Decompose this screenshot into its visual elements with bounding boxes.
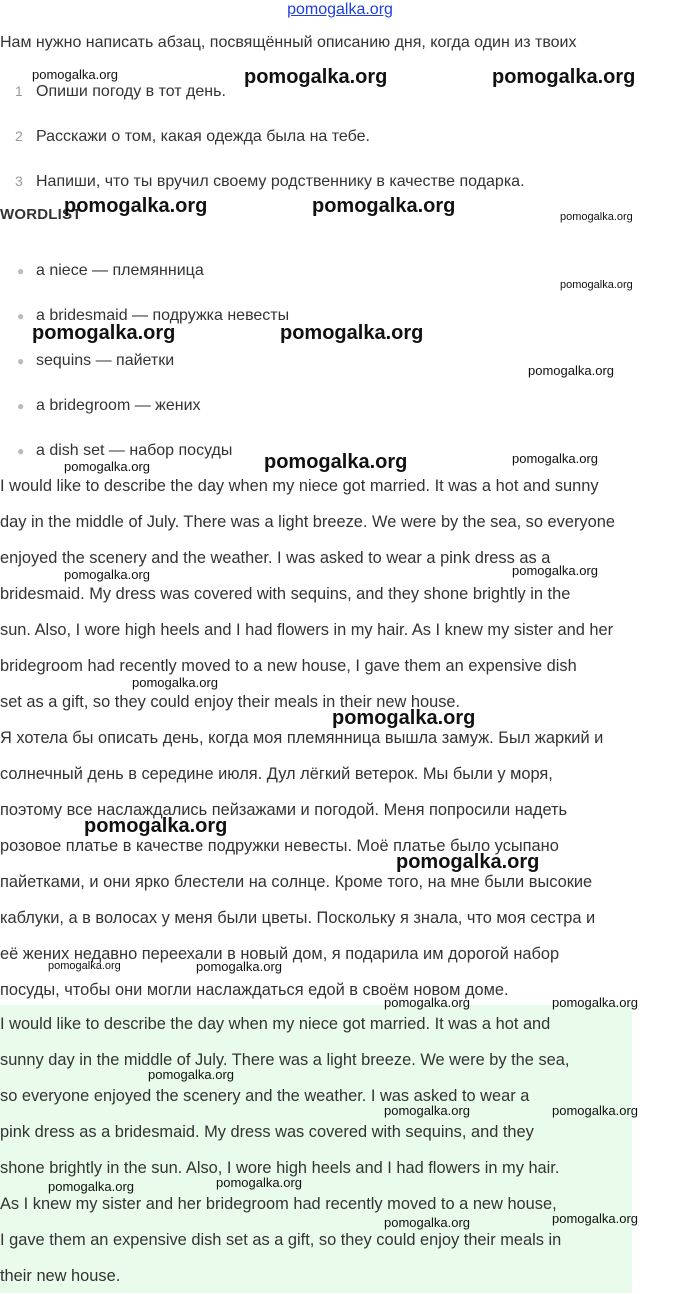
watermark: pomogalka.org [64,195,208,217]
watermark: pomogalka.org [84,815,228,837]
watermark: pomogalka.org [384,995,470,1010]
paragraph-line: pink dress as a bridesmaid. My dress was covered with sequins, and they [0,1123,534,1141]
watermark: pomogalka.org [216,1175,302,1190]
watermark: pomogalka.org [552,1211,638,1226]
task-item [0,83,226,101]
paragraph-line: I would like to describe the day when my niece got married. It was a hot and [0,1015,551,1033]
paragraph-line: so everyone enjoyed the scenery and the weather. I was asked to wear a [0,1087,530,1105]
watermark: pomogalka.org [384,1215,470,1230]
watermark: pomogalka.org [196,959,282,974]
watermark: pomogalka.org [312,195,456,217]
watermark: pomogalka.org [148,1067,234,1082]
task-number: 2 [15,128,23,144]
watermark: pomogalka.org [48,960,121,972]
paragraph-line: I would like to describe the day when my niece got married. It was a hot and sunny [0,477,599,495]
wordlist-item-text: sequins — пайетки [36,352,175,369]
watermark: pomogalka.org [332,707,476,729]
task-item [0,128,370,146]
wordlist-item-text: a dish set — набор посуды [36,442,233,459]
paragraph-line: their new house. [0,1267,121,1285]
task-text: Опиши погоду в тот день. [36,83,226,100]
watermark: pomogalka.org [280,322,424,344]
watermark: pomogalka.org [560,279,633,291]
bullet-icon: ● [17,264,25,278]
task-number: 1 [15,83,23,99]
paragraph-line: shone brightly in the sun. Also, I wore high heels and I had flowers in my hair. [0,1159,560,1177]
wordlist-title: WORDLIST [0,206,82,223]
paragraph-line: enjoyed the scenery and the weather. I was asked to wear a pink dress as a [0,549,551,567]
paragraph-line: солнечный день в середине июля. Дул лёгкий ветерок. Мы были у моря, [0,765,553,783]
task-text: Напиши, что ты вручил своему родственнику в качестве подарка. [36,173,525,190]
wordlist-item [0,262,204,280]
watermark: pomogalka.org [48,1179,134,1194]
answer-paragraph [0,1006,569,1294]
paragraph-line: As I knew my sister and her bridegroom had recently moved to a new house, [0,1195,557,1213]
paragraph-line: посуды, чтобы они могли наслаждаться едой в своём новом доме. [0,981,509,999]
watermark: pomogalka.org [552,1103,638,1118]
watermark: pomogalka.org [384,1103,470,1118]
bullet-icon: ● [17,399,25,413]
paragraph-line: каблуки, а в волосах у меня были цветы. Поскольку я знала, что моя сестра и [0,909,596,927]
wordlist-item-text: a bridesmaid — подружка невесты [36,307,290,324]
wordlist-item [0,442,232,460]
watermark: pomogalka.org [64,459,150,474]
paragraph-line: розовое платье в качестве подружки невесты. Моё платье было усыпано [0,837,559,855]
watermark: pomogalka.org [32,322,176,344]
site-link[interactable]: pomogalka.org [287,1,393,18]
watermark: pomogalka.org [552,995,638,1010]
bullet-icon: ● [17,354,25,368]
paragraph-line: bridesmaid. My dress was covered with sequins, and they shone brightly in the [0,585,571,603]
watermark: pomogalka.org [244,66,388,88]
watermark: pomogalka.org [512,451,598,466]
paragraph-line: пайетками, и они ярко блестели на солнце. Кроме того, на мне были высокие [0,873,593,891]
paragraph-line: её жених недавно переехали в новый дом, я подарила им дорогой набор [0,945,560,963]
wordlist-item-text: a bridegroom — жених [36,397,201,414]
watermark: pomogalka.org [396,851,540,873]
intro-text: Нам нужно написать абзац, посвящённый описанию дня, когда один из твоих [0,34,577,51]
task-text: Расскажи о том, какая одежда была на тебе. [36,128,370,145]
paragraph-line: I gave them an expensive dish set as a gift, so they could enjoy their meals in [0,1231,562,1249]
watermark: pomogalka.org [560,211,633,223]
paragraph-line: sun. Also, I wore high heels and I had flowers in my hair. As I knew my sister and her [0,621,614,639]
paragraph-line: set as a gift, so they could enjoy their meals in their new house. [0,693,461,711]
paragraph-line: поэтому все наслаждались пейзажами и погодой. Меня попросили надеть [0,801,568,819]
watermark: pomogalka.org [32,67,118,82]
wordlist-item [0,397,201,415]
task-number: 3 [15,173,23,189]
paragraph-line: sunny day in the middle of July. There was a light breeze. We were by the sea, [0,1051,570,1069]
watermark: pomogalka.org [512,563,598,578]
watermark: pomogalka.org [264,451,408,473]
wordlist-item-text: a niece — племянница [36,262,204,279]
paragraph-line: bridegroom had recently moved to a new house, I gave them an expensive dish [0,657,577,675]
wordlist-item [0,352,174,370]
watermark: pomogalka.org [528,363,614,378]
paragraph-line: day in the middle of July. There was a light breeze. We were by the sea, so everyone [0,513,615,531]
task-item [0,173,525,191]
watermark: pomogalka.org [132,675,218,690]
watermark: pomogalka.org [492,66,636,88]
watermark: pomogalka.org [64,567,150,582]
bullet-icon: ● [17,309,25,323]
paragraph-line: Я хотела бы описать день, когда моя племянница вышла замуж. Был жаркий и [0,729,604,747]
bullet-icon: ● [17,444,25,458]
english-paragraph [0,468,615,720]
